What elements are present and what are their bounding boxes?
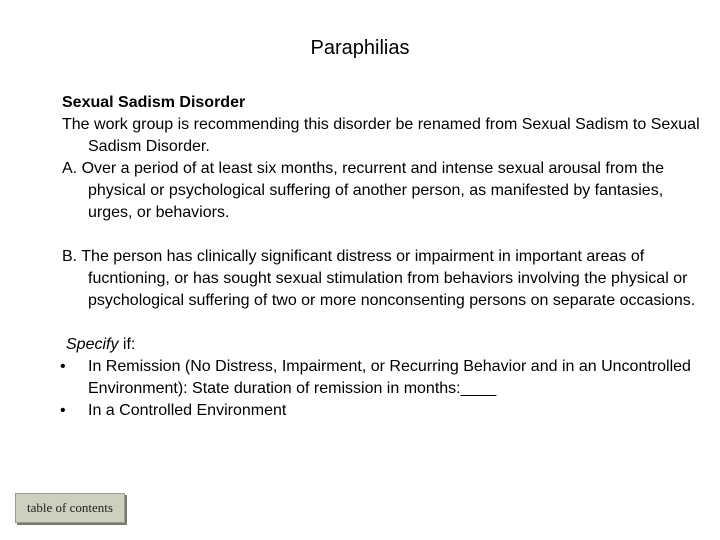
slide-body — [62, 92, 702, 422]
bullet-icon: • — [60, 358, 66, 375]
disorder-heading: Sexual Sadism Disorder — [62, 94, 246, 111]
bullet-text: In a Controlled Environment — [88, 402, 287, 419]
specify-line — [62, 334, 702, 356]
specify-word: Specify — [66, 336, 119, 353]
bullet-text: In Remission (No Distress, Impairment, or Recurring Behavior and in an Uncontrolled Environment): State duration of remission in months:____ — [88, 358, 691, 397]
criterion-a: A. Over a period of at least six months, recurrent and intense sexual arousal from the physical or psychological suffering of another person, as manifested by fantasies, urges, or behaviors. — [62, 160, 665, 221]
slide-title: Paraphilias — [310, 37, 410, 59]
criterion-b: B. The person has clinically significant distress or impairment in important areas of fucntioning, or has sought sexual stimulation from behaviors involving the physical or psychological suffering of two or more nonconsenting persons on separate occasions. — [62, 248, 696, 309]
bullet-item — [62, 400, 702, 422]
table-of-contents-button[interactable]: table of contents — [15, 493, 125, 523]
bullet-icon: • — [60, 402, 66, 419]
specify-rest: if: — [118, 336, 136, 353]
intro-paragraph: The work group is recommending this disorder be renamed from Sexual Sadism to Sexual Sadism Disorder. — [62, 116, 700, 155]
bullet-item — [62, 356, 702, 400]
